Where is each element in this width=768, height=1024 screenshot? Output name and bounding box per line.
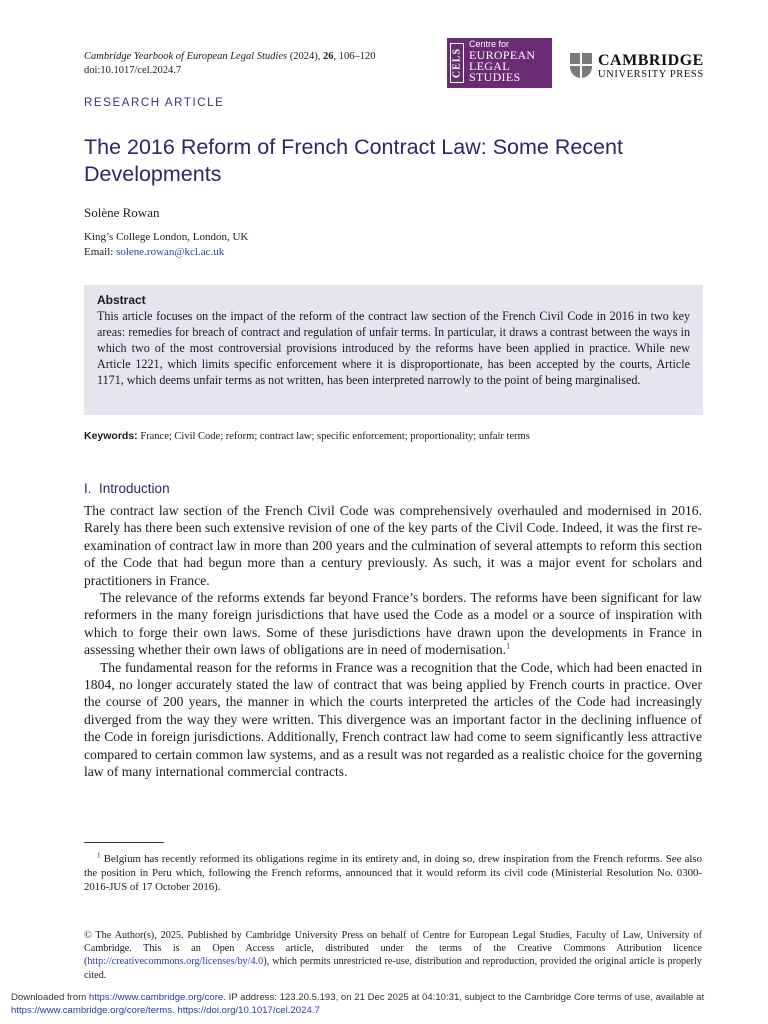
paragraph-1: The contract law section of the French Civil Code was comprehensively overhauled and modernised in 2016. Rarely has there been such extensive revision of one of the key parts of the Civil Code. Indeed, it was the first re-examination of contract law in more than 200 years and the culmination of several attempts to reform this section of the Code that had begun more than a century previously. As such, it was a major event for scholars and practitioners in France. bbox=[84, 503, 702, 588]
cup-subname: UNIVERSITY PRESS bbox=[598, 69, 704, 80]
footnote-ref-1[interactable]: 1 bbox=[506, 641, 511, 651]
paragraph-2-text: The relevance of the reforms extends far beyond France’s borders. The reforms have been significant for law reformers in the many foreign jurisdictions that have used the Code as a model or a source of inspiration with which to forge their own laws. Some of these jurisdictions have drawn upon the developments in France in assessing whether their own laws of obligations are in need of modernisation. bbox=[84, 590, 702, 658]
cels-line3: LEGAL bbox=[469, 59, 510, 73]
cels-logo bbox=[447, 38, 552, 88]
paragraph-2 bbox=[84, 589, 702, 659]
core-link[interactable]: https://www.cambridge.org/core bbox=[88, 992, 224, 1003]
section-title: Introduction bbox=[99, 481, 170, 496]
abstract-text: This article focuses on the impact of the reform of the contract law section of the French Civil Code in 2016 in two key areas: remedies for breach of contract and regulation of unfair terms. In particular, it draws a contrast between the ways in which two of the most controversial provisions introduced by the reforms have been applied in practice. While new Article 1221, which limits specific enforcement where it is disproportionate, has been accepted by the courts, Article 1171, which deems unfair terms as not written, has been interpreted narrowly to the point of being marginalised. bbox=[97, 309, 690, 387]
author: Solène Rowan bbox=[84, 205, 160, 220]
journal-volume: 26 bbox=[322, 51, 334, 62]
cels-line4: STUDIES bbox=[469, 70, 521, 84]
cels-vertical-box bbox=[450, 43, 464, 83]
keywords-label: Keywords: bbox=[84, 430, 138, 442]
keywords-text: France; Civil Code; reform; contract law; specific enforcement; proportionality; unfair terms bbox=[137, 431, 530, 442]
footnote-1 bbox=[84, 852, 702, 894]
journal-year: (2024), bbox=[287, 51, 323, 62]
cels-text bbox=[469, 39, 535, 83]
doi: doi:10.1017/cel.2024.7 bbox=[84, 65, 182, 76]
cup-name: CAMBRIDGE bbox=[598, 52, 704, 69]
journal-name: Cambridge Yearbook of European Legal Studies bbox=[84, 51, 288, 62]
email-link[interactable]: solene.rowan@kcl.ac.uk bbox=[116, 246, 225, 258]
section-heading bbox=[84, 481, 170, 496]
body-text bbox=[84, 502, 702, 781]
affiliation: King’s College London, London, UK bbox=[84, 231, 249, 243]
download-prefix: Downloaded from bbox=[11, 992, 89, 1003]
copyright-notice bbox=[84, 929, 702, 982]
cambridge-logo bbox=[570, 52, 705, 82]
article-title: The 2016 Reform of French Contract Law: Some Recent Developments bbox=[84, 135, 623, 186]
affiliation-block bbox=[84, 230, 248, 260]
download-sep: . bbox=[172, 1004, 178, 1016]
journal-pages: , 106–120 bbox=[333, 51, 376, 62]
license-link[interactable]: http://creativecommons.org/licenses/by/4.0 bbox=[87, 956, 264, 968]
paragraph-3: The fundamental reason for the reforms in France was a recognition that the Code, which had been enacted in 1804, no longer accurately stated the law of contract that was being applied by French courts in practice. Over the course of 200 years, the manner in which the courts interpreted the articles of the Code had increasingly diverged from the way they were written. This divergence was an important factor in the declining influence of the Code in foreign jurisdictions. Additionally, French contract law had come to seem significantly less attractive compared to certain common law systems, and as a result was not regarded as a realistic choice for the governing law of many international commercial contracts. bbox=[84, 659, 702, 780]
doi-link[interactable]: https://doi.org/10.1017/cel.2024.7 bbox=[177, 1004, 320, 1016]
abstract-box bbox=[84, 285, 703, 415]
download-notice bbox=[11, 992, 756, 1017]
footnote-text: Belgium has recently reformed its obligations regime in its entirety and, in doing so, drew inspiration from the French reforms. See also the position in Peru which, following the French reforms, announced that it would reform its civil code (Ministerial Resolution No. 0300-2016-JUS of 17 October 2016). bbox=[84, 853, 702, 893]
journal-citation bbox=[84, 50, 375, 78]
section-number: I. bbox=[84, 481, 92, 496]
abstract-heading: Abstract bbox=[97, 293, 146, 307]
journal-line bbox=[84, 50, 375, 64]
email-label: Email: bbox=[84, 246, 117, 258]
keywords bbox=[84, 430, 704, 442]
copyright-text-2: ), which permits unrestricted re-use, distribution and reproduction, provided the original article is properly cited. bbox=[84, 956, 702, 981]
download-middle: . IP address: 123.20.5.193, on 21 Dec 2025 at 04:10:31, subject to the Cambridge Core terms of use, available at bbox=[223, 992, 705, 1003]
cels-line1: Centre for bbox=[469, 39, 510, 49]
terms-link[interactable]: https://www.cambridge.org/core/terms bbox=[11, 1004, 173, 1016]
footnote-rule bbox=[84, 842, 164, 843]
cels-vertical-text: CELS bbox=[451, 47, 463, 79]
copyright-text-1: © The Author(s), 2025. Published by Cambridge University Press on behalf of Centre for European Legal Studies, Faculty of Law, University of Cambridge. This is an Open Access article, distributed under the terms of the Creative Commons Attribution licence ( bbox=[84, 930, 702, 968]
cels-line2: EUROPEAN bbox=[469, 48, 536, 62]
article-type: RESEARCH ARTICLE bbox=[84, 97, 225, 109]
footnote-number: 1 bbox=[97, 851, 101, 860]
email-line bbox=[84, 245, 248, 260]
shield-icon bbox=[570, 53, 592, 78]
